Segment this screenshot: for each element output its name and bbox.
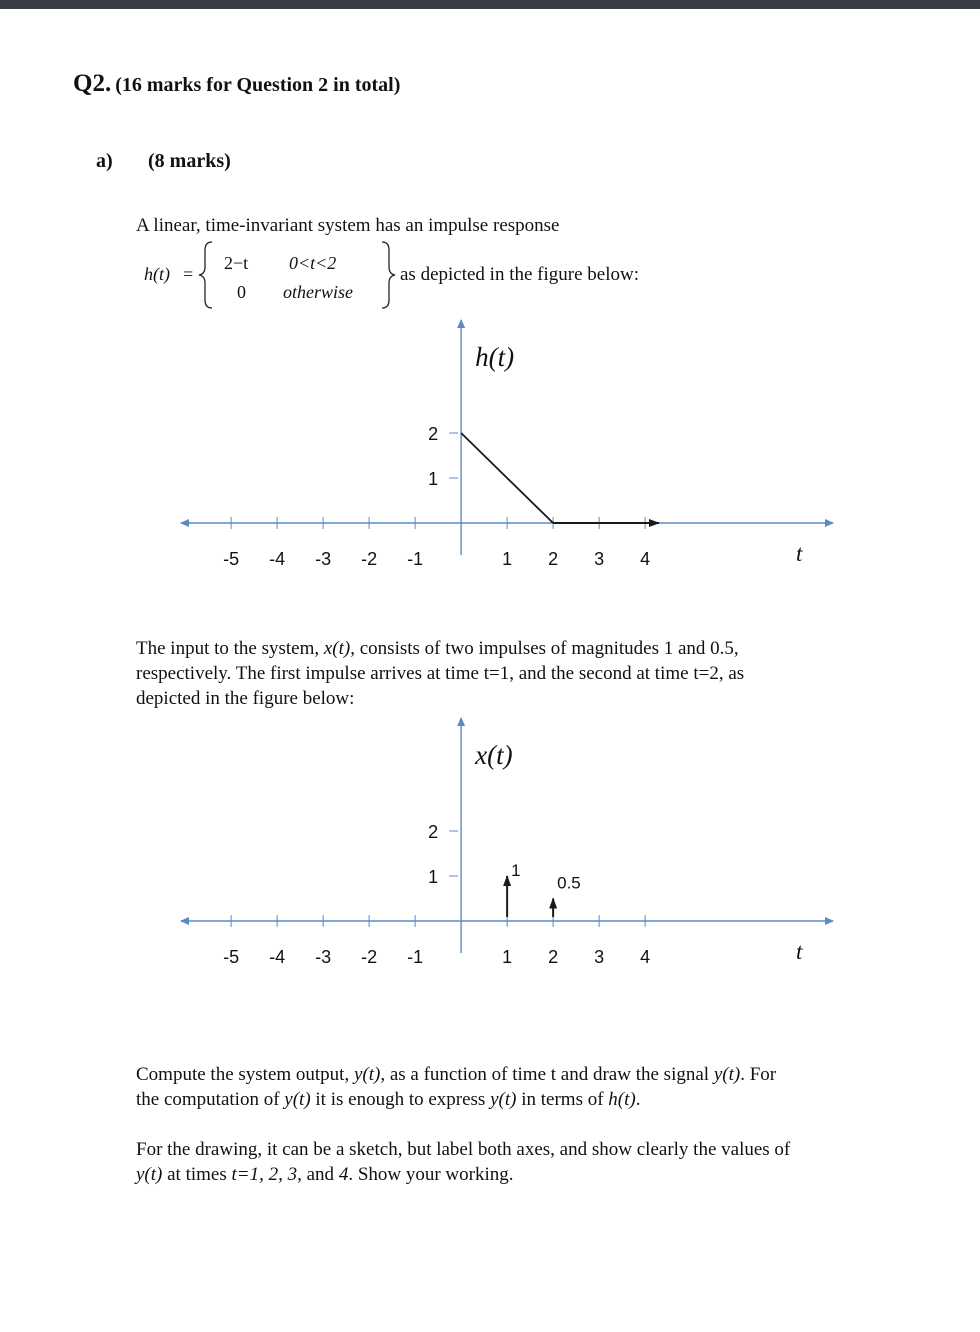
case1-condition: 0<t<2 [289,253,337,273]
case1-value: 2−t [224,253,249,273]
x-y-tick-label: 1 [428,867,439,887]
h-x-tick-label: 4 [640,549,651,569]
compute-line-1: Compute the system output, y(t), as a function of time t and draw the signal y(t). For [136,1064,777,1085]
x-impulse-label-2: 0.5 [557,873,581,893]
h-x-tick-label: -2 [361,549,378,569]
input-signal-chart [0,708,980,983]
input-line-3: depicted in the figure below: [136,688,355,709]
question-heading [73,70,400,98]
x-x-tick-label: 3 [594,947,605,967]
h-y-tick-label: 1 [428,469,439,489]
x-y-tick-label: 2 [428,822,439,842]
h-x-axis-label: t [796,541,803,566]
question-marks: (16 marks for Question 2 in total) [115,74,401,96]
compute-line-2: the computation of y(t) it is enough to express y(t) in terms of h(t). [136,1089,641,1110]
drawing-paragraph [136,1137,790,1187]
x-x-axis-label: t [796,939,803,964]
case2-condition: otherwise [283,282,353,302]
h-x-tick-label: 1 [502,549,513,569]
h-chart-title: h(t) [475,342,515,372]
x-x-tick-label: -2 [361,947,378,967]
intro-text: A linear, time-invariant system has an impulse response [136,215,560,236]
compute-paragraph [136,1062,776,1112]
question-number: Q2. [73,70,112,97]
equation-trailing-text: as depicted in the figure below: [400,264,640,285]
left-brace [196,240,218,310]
drawing-line-2: y(t) at times t=1, 2, 3, and 4. Show your working. [136,1164,514,1185]
x-impulse-label-1: 1 [511,861,521,880]
x-x-tick-label: -3 [315,947,332,967]
equation-equals: = [183,264,194,284]
x-x-tick-label: 2 [548,947,559,967]
right-brace [378,240,400,310]
part-label: a) [96,150,113,172]
impulse-response-chart [0,310,980,585]
h-x-tick-label: 3 [594,549,605,569]
part-marks: (8 marks) [148,150,231,172]
input-line-2: respectively. The first impulse arrives at time t=1, and the second at time t=2, as [136,663,745,684]
case2-value: 0 [237,282,246,302]
equation-lhs: h(t) [144,264,170,284]
h-x-tick-label: -3 [315,549,332,569]
drawing-line-1: For the drawing, it can be a sketch, but label both axes, and show clearly the values of [136,1139,791,1160]
x-x-tick-label: -4 [269,947,286,967]
h-x-tick-label: 2 [548,549,559,569]
h-y-tick-label: 2 [428,424,439,444]
h-x-tick-label: -4 [269,549,286,569]
x-x-tick-label: 1 [502,947,513,967]
x-x-tick-label: -5 [223,947,240,967]
h-ramp-segment [461,433,553,523]
input-paragraph [136,636,744,711]
h-x-tick-label: -5 [223,549,240,569]
window-top-bar [0,0,980,9]
x-chart-title: x(t) [475,740,513,770]
h-x-tick-label: -1 [407,549,424,569]
x-x-tick-label: 4 [640,947,651,967]
input-line-1: The input to the system, x(t), consists of two impulses of magnitudes 1 and 0.5, [136,638,739,659]
x-x-tick-label: -1 [407,947,424,967]
